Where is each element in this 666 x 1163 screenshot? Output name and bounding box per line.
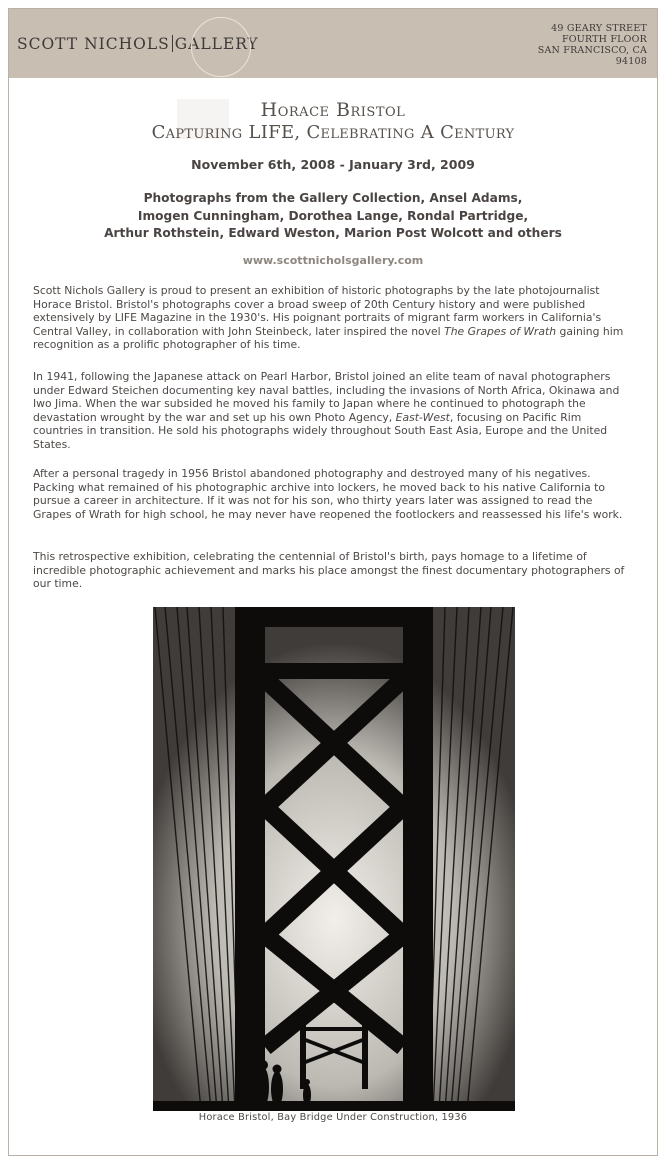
address-line: 49 GEARY STREET bbox=[551, 23, 647, 34]
page-frame bbox=[8, 8, 658, 1156]
agency-name: East-West bbox=[395, 410, 450, 424]
bay-bridge-photograph bbox=[153, 607, 515, 1111]
paragraph-later-life bbox=[33, 467, 633, 521]
paragraph-text: gaining him recognition as a prolific photographer of his time. bbox=[33, 324, 624, 351]
exhibition-title: Horace Bristol bbox=[260, 99, 406, 121]
paragraph-retrospective bbox=[33, 550, 633, 591]
book-title: The Grapes of Wrath bbox=[444, 324, 557, 338]
logo-separator bbox=[172, 35, 173, 52]
logo-text-right: GALLERY bbox=[174, 35, 259, 53]
paragraph-text: Scott Nichols Gallery is proud to present an exhibition of historic photographs by the late photojournalist Horace Bristol. Bristol's photographs cover a broad sweep of 20th Century history and were published extensively by LIFE Magazine in the 1930's. His poignant portraits of migrant farm workers in California's Central Valley, in collaboration with John Steinbeck, later inspired the novel bbox=[33, 284, 602, 338]
exhibition-dates: November 6th, 2008 - January 3rd, 2009 bbox=[191, 157, 475, 172]
gallery-address bbox=[538, 23, 647, 67]
paragraph-text: This retrospective exhibition, celebrating the centennial of Bristol's birth, pays homage to a lifetime of incredible photographic achievement and marks his place amongst the finest documentary photographers of our time. bbox=[33, 550, 625, 590]
gallery-header bbox=[9, 9, 657, 78]
exhibition-subtitle: Capturing LIFE, Celebrating A Century bbox=[151, 122, 515, 143]
address-line: 94108 bbox=[615, 56, 647, 67]
logo-text-left: SCOTT NICHOLS bbox=[17, 35, 170, 53]
artists-line: Imogen Cunningham, Dorothea Lange, Rondal Partridge, bbox=[137, 208, 529, 223]
paragraph-text: , focusing on Pacific Rim countries in transition. He sold his photographs widely throughout South East Asia, Europe and the United States. bbox=[33, 410, 608, 451]
artists-line: Arthur Rothstein, Edward Weston, Marion Post Wolcott and others bbox=[104, 226, 562, 240]
logo-circle-icon bbox=[191, 17, 251, 77]
gallery-website-link[interactable]: www.scottnicholsgallery.com bbox=[242, 254, 424, 267]
paragraph-intro bbox=[33, 284, 633, 352]
address-line: FOURTH FLOOR bbox=[561, 34, 647, 45]
paragraph-text: After a personal tragedy in 1956 Bristol abandoned photography and destroyed many of his negatives. Packing what remained of his photographic archive into lockers, he moved back to his native California to pursue a career in architecture. If it was not for his son, who thirty years later was assigned to read the Grapes of Wrath for high school, he may never have reopened the footlockers and reassessed his life's work. bbox=[33, 467, 623, 521]
featured-artists bbox=[69, 190, 597, 243]
address-line: SAN FRANCISCO, CA bbox=[537, 45, 647, 56]
paragraph-war-years bbox=[33, 370, 633, 451]
photo-caption: Horace Bristol, Bay Bridge Under Construction, 1936 bbox=[198, 1112, 468, 1123]
paragraph-text: In 1941, following the Japanese attack on Pearl Harbor, Bristol joined an elite team of naval photographers under Edward Steichen documenting key naval battles, including the invasions of North Africa, Okinawa and Iwo Jima. When the war subsided he moved his family to Japan where he continued to photograph the devastation wrought by the war and set up his own Photo Agency, bbox=[33, 370, 620, 424]
artists-line: Photographs from the Gallery Collection, Ansel Adams, bbox=[143, 191, 523, 205]
